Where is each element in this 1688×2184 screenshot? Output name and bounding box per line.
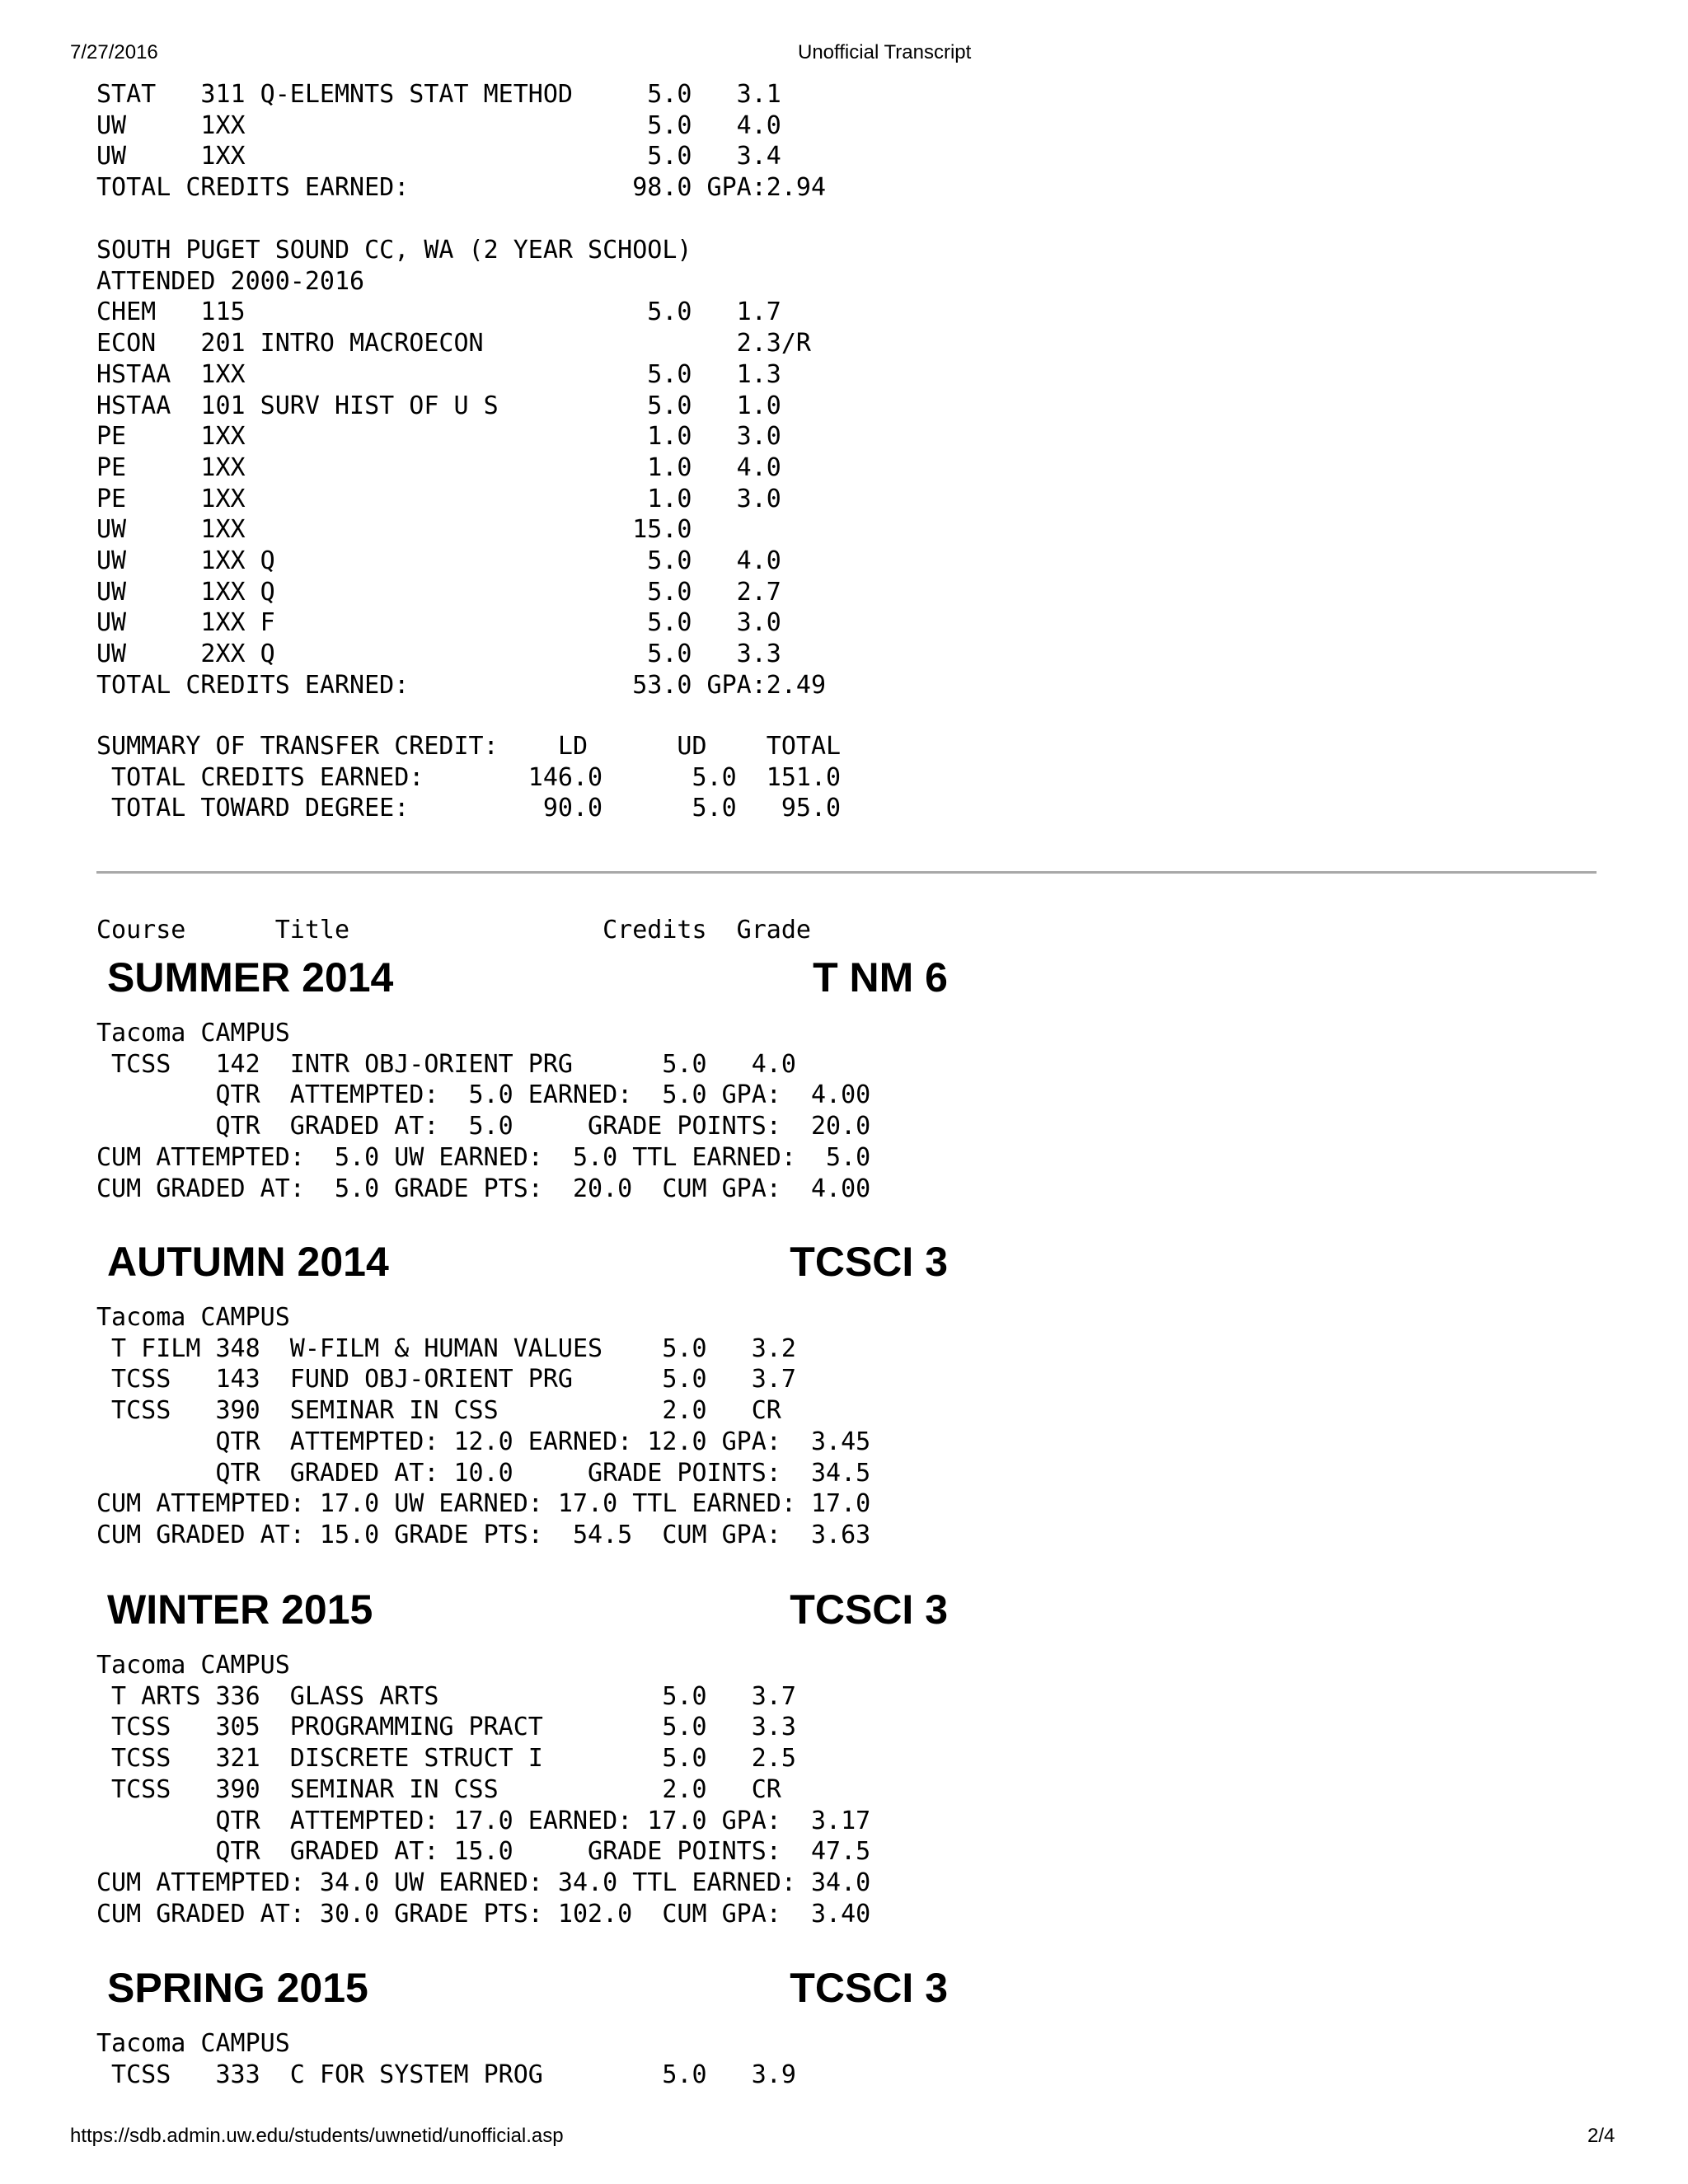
line: TCSS 305 PROGRAMMING PRACT 5.0 3.3 xyxy=(96,1713,796,1742)
line: STAT 311 Q-ELEMNTS STAT METHOD 5.0 3.1 xyxy=(96,80,781,109)
line: UW 1XX Q 5.0 4.0 xyxy=(96,546,781,576)
line: QTR ATTEMPTED: 12.0 EARNED: 12.0 GPA: 3.45 xyxy=(96,1427,871,1456)
print-date: 7/27/2016 xyxy=(70,41,158,63)
page-number: 2/4 xyxy=(1587,2125,1615,2147)
term-name: SUMMER 2014 xyxy=(107,954,394,1001)
term-code: TCSCI 3 xyxy=(790,1965,948,2011)
line: HSTAA 101 SURV HIST OF U S 5.0 1.0 xyxy=(96,391,781,420)
line: PE 1XX 1.0 4.0 xyxy=(96,452,781,482)
transfer-courses-top xyxy=(96,79,826,204)
line: CUM GRADED AT: 30.0 GRADE PTS: 102.0 CUM GPA: 3.40 xyxy=(96,1899,871,1929)
line: TCSS 142 INTR OBJ-ORIENT PRG 5.0 4.0 xyxy=(96,1049,796,1079)
line: UW 1XX F 5.0 3.0 xyxy=(96,608,781,638)
line: PE 1XX 1.0 3.0 xyxy=(96,484,781,513)
term-name: WINTER 2015 xyxy=(107,1586,373,1633)
term-body xyxy=(96,1018,870,1204)
term-body xyxy=(96,1650,870,1929)
term-heading xyxy=(107,1965,948,2011)
section-divider xyxy=(96,871,1597,874)
line: CUM ATTEMPTED: 34.0 UW EARNED: 34.0 TTL EARNED: 34.0 xyxy=(96,1868,871,1897)
line: CUM GRADED AT: 5.0 GRADE PTS: 20.0 CUM GPA: 4.00 xyxy=(96,1174,871,1203)
term-heading xyxy=(107,1239,948,1285)
term-body xyxy=(96,1302,870,1551)
term-code: TCSCI 3 xyxy=(790,1586,948,1633)
line: TOTAL TOWARD DEGREE: 90.0 5.0 95.0 xyxy=(96,794,842,823)
term-code: TCSCI 3 xyxy=(790,1239,948,1285)
transfer-courses-spscc xyxy=(96,235,826,701)
page-title: Unofficial Transcript xyxy=(798,41,972,63)
line: TOTAL CREDITS EARNED: 146.0 5.0 151.0 xyxy=(96,762,842,792)
course-column-header: Course Title Credits Grade xyxy=(96,916,811,944)
line: Tacoma CAMPUS xyxy=(96,1651,290,1680)
line: T FILM 348 W-FILM & HUMAN VALUES 5.0 3.2 xyxy=(96,1333,796,1363)
line: UW 1XX Q 5.0 2.7 xyxy=(96,577,781,607)
line: TCSS 143 FUND OBJ-ORIENT PRG 5.0 3.7 xyxy=(96,1365,796,1394)
line: TCSS 390 SEMINAR IN CSS 2.0 CR xyxy=(96,1774,781,1804)
line: SOUTH PUGET SOUND CC, WA (2 YEAR SCHOOL) xyxy=(96,236,692,265)
line: HSTAA 1XX 5.0 1.3 xyxy=(96,359,781,389)
line: T ARTS 336 GLASS ARTS 5.0 3.7 xyxy=(96,1681,796,1711)
term-body xyxy=(96,2028,796,2090)
line: PE 1XX 1.0 3.0 xyxy=(96,422,781,452)
term-name: SPRING 2015 xyxy=(107,1965,368,2011)
line: TCSS 390 SEMINAR IN CSS 2.0 CR xyxy=(96,1396,781,1426)
line: ATTENDED 2000-2016 xyxy=(96,266,365,296)
line: TOTAL CREDITS EARNED: 53.0 GPA:2.49 xyxy=(96,670,827,700)
page-url[interactable]: https://sdb.admin.uw.edu/students/uwnetid/unofficial.asp xyxy=(70,2125,564,2147)
line: CUM ATTEMPTED: 5.0 UW EARNED: 5.0 TTL EARNED: 5.0 xyxy=(96,1142,871,1172)
transfer-summary xyxy=(96,731,841,824)
line: Tacoma CAMPUS xyxy=(96,2029,290,2058)
line: QTR ATTEMPTED: 5.0 EARNED: 5.0 GPA: 4.00 xyxy=(96,1080,871,1110)
line: Tacoma CAMPUS xyxy=(96,1303,290,1332)
line: UW 1XX 5.0 4.0 xyxy=(96,110,781,140)
term-heading xyxy=(107,1586,948,1633)
line: CUM ATTEMPTED: 17.0 UW EARNED: 17.0 TTL EARNED: 17.0 xyxy=(96,1489,871,1519)
line: QTR ATTEMPTED: 17.0 EARNED: 17.0 GPA: 3.17 xyxy=(96,1806,871,1835)
line: TOTAL CREDITS EARNED: 98.0 GPA:2.94 xyxy=(96,173,827,203)
line: QTR GRADED AT: 5.0 GRADE POINTS: 20.0 xyxy=(96,1112,871,1141)
line: QTR GRADED AT: 10.0 GRADE POINTS: 34.5 xyxy=(96,1458,871,1488)
term-code: T NM 6 xyxy=(813,954,948,1001)
line: Tacoma CAMPUS xyxy=(96,1019,290,1047)
line: QTR GRADED AT: 15.0 GRADE POINTS: 47.5 xyxy=(96,1837,871,1867)
term-name: AUTUMN 2014 xyxy=(107,1239,389,1285)
line: SUMMARY OF TRANSFER CREDIT: LD UD TOTAL xyxy=(96,732,842,761)
line: UW 1XX 5.0 3.4 xyxy=(96,142,781,171)
line: CUM GRADED AT: 15.0 GRADE PTS: 54.5 CUM GPA: 3.63 xyxy=(96,1520,871,1549)
line: ECON 201 INTRO MACROECON 2.3/R xyxy=(96,329,811,359)
line: TCSS 333 C FOR SYSTEM PROG 5.0 3.9 xyxy=(96,2060,796,2089)
line: CHEM 115 5.0 1.7 xyxy=(96,298,781,327)
line: UW 1XX 15.0 xyxy=(96,515,692,545)
line: UW 2XX Q 5.0 3.3 xyxy=(96,640,781,669)
line: TCSS 321 DISCRETE STRUCT I 5.0 2.5 xyxy=(96,1744,796,1774)
term-heading xyxy=(107,954,948,1001)
